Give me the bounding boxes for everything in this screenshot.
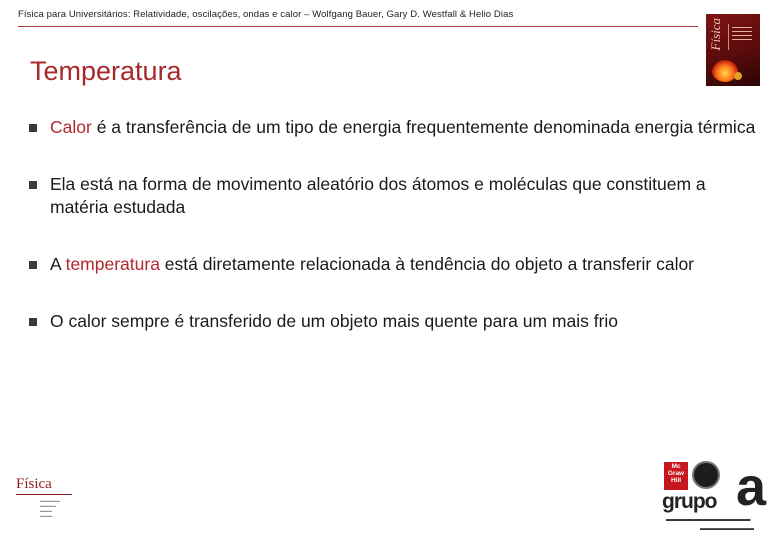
publisher-logos	[660, 457, 770, 536]
grupo-a-tagline: ▬▬▬▬▬▬▬▬▬▬▬▬▬	[666, 516, 751, 523]
running-header: Física para Universitários: Relatividade, oscilações, ondas e calor – Wolfgang Bauer, Gary D. Westfall & Helio Dias	[18, 9, 514, 20]
header-divider	[18, 26, 698, 27]
bullet-list	[28, 116, 758, 333]
publisher-seal-icon	[692, 461, 720, 489]
bullet-text: está diretamente relacionada à tendência do objeto a transferir calor	[159, 254, 695, 274]
slide-title: Temperatura	[30, 56, 182, 86]
square-bullet-icon	[29, 318, 37, 326]
bullet-item	[28, 310, 758, 333]
bullet-item	[28, 253, 758, 276]
grupo-a-wordmark: grupo	[662, 490, 717, 513]
bullet-text: O calor sempre é transferido de um objeto mais quente para um mais frio	[50, 311, 619, 331]
bullet-item	[28, 173, 758, 219]
book-logo-title: Física	[16, 476, 52, 492]
term-temperatura: temperatura	[65, 254, 160, 274]
square-bullet-icon	[29, 124, 37, 132]
term-calor: Calor	[50, 117, 92, 137]
book-logo-subtitle-lines: ▬▬▬▬▬ ▬▬▬▬ ▬▬▬ ▬▬▬	[40, 498, 60, 518]
grupo-a-letter: a	[736, 457, 767, 517]
square-bullet-icon	[29, 181, 37, 189]
cover-dot-graphic	[734, 72, 742, 80]
book-logo-rule	[16, 494, 72, 495]
book-cover-thumbnail	[706, 14, 760, 86]
bullet-text: Ela está na forma de movimento aleatório dos átomos e moléculas que constituem a matéria estudada	[50, 174, 706, 217]
bullet-text: é a transferência de um tipo de energia frequentemente denominada energia térmica	[91, 117, 756, 137]
square-bullet-icon	[29, 261, 37, 269]
grupo-a-url: ▬▬▬▬▬▬▬▬▬	[700, 526, 754, 532]
bullet-prefix: A	[50, 254, 66, 274]
cover-title: Física	[708, 18, 723, 51]
cover-text-lines	[728, 24, 757, 50]
mcgraw-hill-logo: Mc Graw Hill	[664, 462, 688, 490]
bullet-item	[28, 116, 758, 139]
book-logo	[16, 476, 96, 530]
